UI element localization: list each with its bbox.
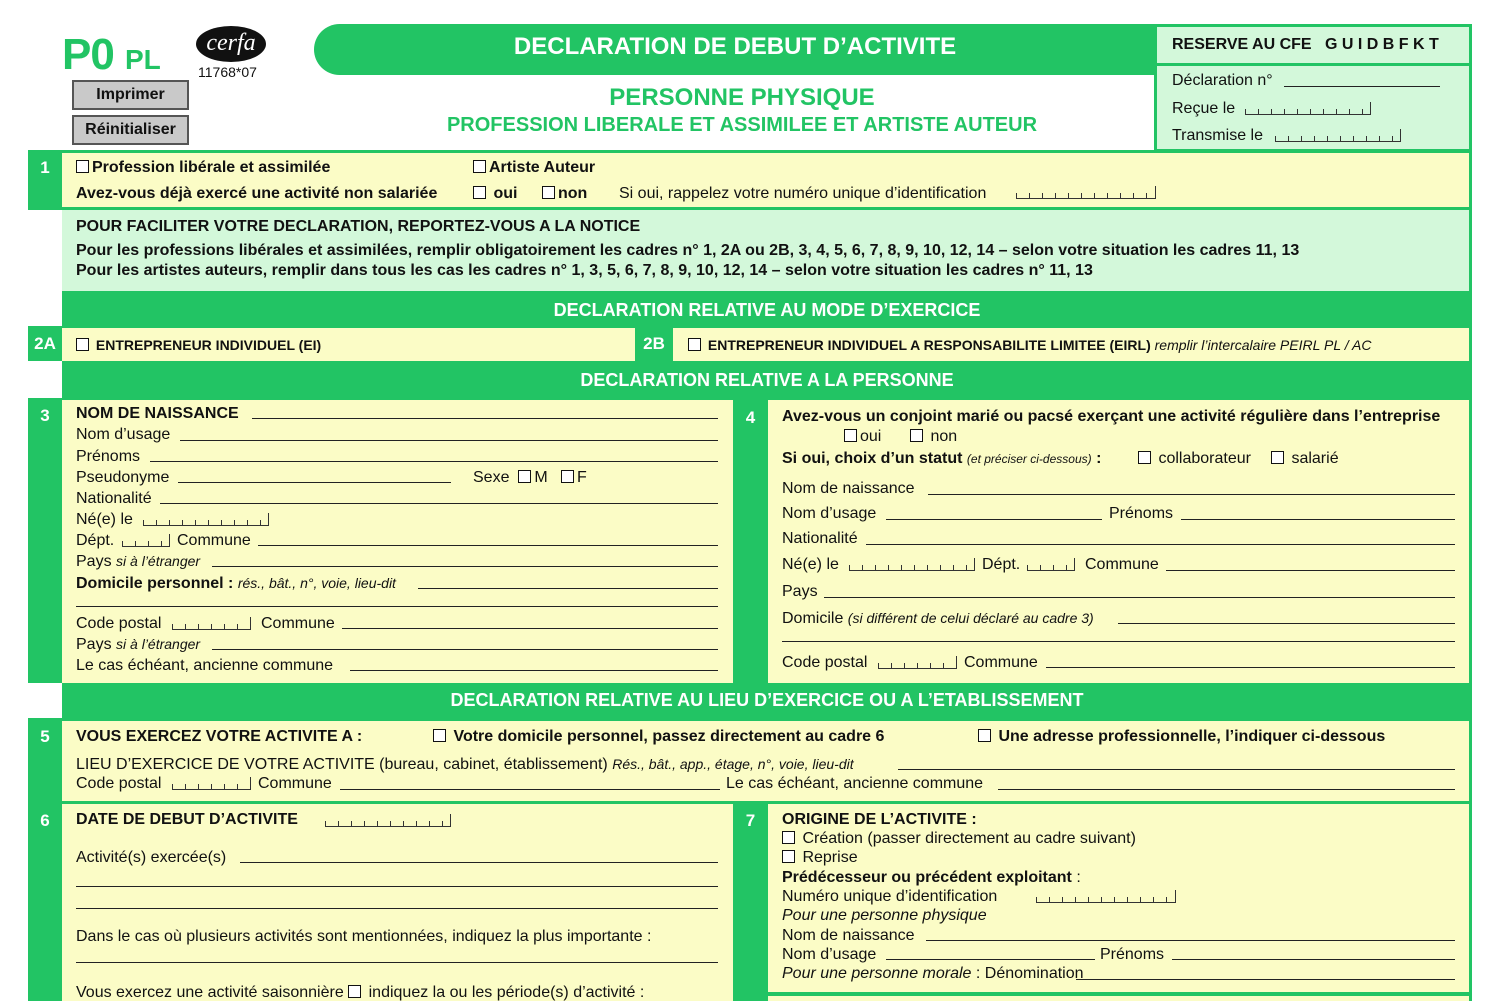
s5-ancienne-field[interactable]	[998, 789, 1455, 790]
s3-commune-field[interactable]	[258, 545, 718, 546]
s1-id-field[interactable]	[1016, 186, 1156, 199]
s5-cp-label: Code postal	[76, 775, 162, 792]
s5-lieu-field[interactable]	[898, 769, 1455, 770]
transmise-date-field[interactable]	[1275, 129, 1401, 142]
s4-cp-label: Code postal	[782, 654, 868, 671]
person-left-white	[28, 361, 62, 398]
s5-opt-adresse[interactable]: Une adresse professionnelle, l’indiquer ci-dessous	[978, 728, 1385, 746]
s7-pm-label: Pour une personne morale : Dénomination	[782, 965, 1084, 982]
notice-title: POUR FACILITER VOTRE DECLARATION, REPORTEZ-VOUS A LA NOTICE	[76, 218, 641, 235]
s3-pseudo-field[interactable]	[178, 482, 451, 483]
s3-commune2-field[interactable]	[342, 628, 718, 629]
section-7-next	[768, 996, 1469, 1001]
section-4-number: 4	[745, 408, 756, 427]
checkbox-icon[interactable]	[473, 160, 486, 173]
reserve-header-line	[1154, 63, 1472, 66]
decl-number-field[interactable]	[1284, 86, 1440, 87]
checkbox-icon[interactable]	[76, 338, 89, 351]
s3-prenoms-field[interactable]	[150, 461, 718, 462]
s1-hint: Si oui, rappelez votre numéro unique d’identification	[619, 185, 987, 202]
s4-ne-label: Né(e) le	[782, 556, 839, 573]
s4-prenoms-label: Prénoms	[1109, 505, 1174, 522]
s4-dept-field[interactable]	[1027, 558, 1075, 571]
s4-nom-field[interactable]	[928, 494, 1455, 495]
s3-ne-field[interactable]	[143, 513, 269, 526]
s7-prenoms-label: Prénoms	[1100, 946, 1165, 963]
checkbox-icon[interactable]	[688, 338, 701, 351]
s3-domicile-label: Domicile personnel : rés., bât., n°, voie, lieu-dit	[76, 575, 396, 592]
s5-opt-domicile[interactable]: Votre domicile personnel, passez directement au cadre 6	[433, 728, 884, 746]
section-7-number: 7	[745, 811, 756, 830]
s6-date-field[interactable]	[325, 814, 451, 827]
s3-nom-label: NOM DE NAISSANCE	[76, 405, 239, 422]
form-sub: PL	[125, 44, 161, 75]
s3-usage-field[interactable]	[180, 440, 718, 441]
s6-plus-field[interactable]	[76, 962, 718, 963]
band-lieu: DECLARATION RELATIVE AU LIEU D’EXERCICE OU A L’ETABLISSEMENT	[450, 690, 1084, 710]
form-code: P0	[62, 30, 114, 79]
s3-ancienne-field[interactable]	[350, 670, 718, 671]
s7-usage-label: Nom d’usage	[782, 946, 877, 963]
s3-domicile-field-2[interactable]	[76, 606, 718, 607]
s3-commune-label: Commune	[177, 532, 251, 549]
s7-pred-label: Prédécesseur ou précédent exploitant :	[782, 869, 1081, 886]
s5-commune-label: Commune	[258, 775, 332, 792]
s5-question: VOUS EXERCEZ VOTRE ACTIVITE A :	[76, 728, 363, 745]
s3-pseudo-label: Pseudonyme	[76, 469, 170, 486]
section-2b-number: 2B	[643, 334, 665, 353]
s4-commune-field[interactable]	[1166, 570, 1455, 571]
reserve-label: RESERVE AU CFE G U I D B F K T	[1172, 36, 1439, 53]
s7-usage-field[interactable]	[886, 959, 1095, 960]
s4-domicile-label: Domicile (si différent de celui déclaré au cadre 3)	[782, 610, 1094, 627]
s5-lieu-label: LIEU D’EXERCICE DE VOTRE ACTIVITE (bureau, cabinet, établissement) Rés., bât., app., étage, n°, voie, lieu-dit	[76, 756, 854, 773]
decl-number-label: Déclaration n°	[1172, 72, 1273, 89]
s4-nom-label: Nom de naissance	[782, 480, 915, 497]
s1-non[interactable]: non	[542, 185, 587, 203]
s4-statut: Si oui, choix d’un statut (et préciser ci-dessous) :	[782, 450, 1102, 467]
s4-commune2-field[interactable]	[1046, 667, 1455, 668]
lieu-left-white	[28, 683, 62, 718]
checkbox-icon[interactable]	[561, 470, 574, 483]
s3-usage-label: Nom d’usage	[76, 426, 171, 443]
checkbox-icon[interactable]	[433, 729, 446, 742]
s4-domicile-field-2[interactable]	[782, 641, 1455, 642]
s7-nui-label: Numéro unique d’identification	[782, 888, 998, 905]
s7-denom-field[interactable]	[1076, 979, 1455, 980]
s6-act-field-1[interactable]	[240, 862, 718, 863]
s7-creation[interactable]: Création (passer directement au cadre suivant)	[782, 830, 1136, 848]
page-title: DECLARATION DE DEBUT D’ACTIVITE	[513, 33, 957, 60]
s7-nui-field[interactable]	[1036, 890, 1176, 903]
s7-nom-field[interactable]	[926, 940, 1455, 941]
recue-label: Reçue le	[1172, 100, 1236, 117]
section-5-number: 5	[40, 727, 50, 746]
s3-nom-field[interactable]	[252, 418, 718, 419]
s4-commune-label: Commune	[1085, 556, 1159, 573]
mode-left-white	[28, 291, 62, 326]
s4-question: Avez-vous un conjoint marié ou pacsé exerçant une activité régulière dans l’entreprise	[782, 408, 1441, 425]
s4-usage-label: Nom d’usage	[782, 505, 877, 522]
s4-collab[interactable]: collaborateur	[1138, 450, 1251, 468]
s3-cp-field[interactable]	[172, 617, 251, 630]
s3-ne-label: Né(e) le	[76, 511, 133, 528]
transmise-label: Transmise le	[1172, 127, 1263, 144]
s3-pays-field[interactable]	[212, 566, 718, 567]
section-3-number: 3	[40, 406, 50, 425]
s4-ne-field[interactable]	[849, 558, 975, 571]
cerfa-number: 11768*07	[198, 64, 257, 80]
band-mode: DECLARATION RELATIVE AU MODE D’EXERCICE	[553, 300, 981, 320]
s7-reprise[interactable]: Reprise	[782, 849, 858, 867]
s4-salarie[interactable]: salarié	[1271, 450, 1339, 468]
checkbox-icon[interactable]	[782, 850, 795, 863]
checkbox-icon[interactable]	[542, 186, 555, 199]
s4-domicile-field-1[interactable]	[1118, 623, 1455, 624]
s4-oui[interactable]: oui	[844, 428, 881, 446]
s3-sexe: Sexe M F	[473, 469, 587, 486]
s5-ancienne-label: Le cas échéant, ancienne commune	[726, 775, 984, 792]
section-6-number: 6	[40, 811, 50, 830]
s4-dept-label: Dépt.	[982, 556, 1021, 573]
opt-eirl[interactable]: ENTREPRENEUR INDIVIDUEL A RESPONSABILITE LIMITEE (EIRL) remplir l’intercalaire PEIRL PL / AC	[688, 337, 1371, 353]
section-1-number: 1	[40, 158, 50, 177]
checkbox-icon[interactable]	[978, 729, 991, 742]
checkbox-icon[interactable]	[1138, 451, 1151, 464]
checkbox-icon[interactable]	[76, 160, 89, 173]
s4-nat-label: Nationalité	[782, 530, 858, 547]
s7-nom-label: Nom de naissance	[782, 927, 915, 944]
s1-question: Avez-vous déjà exercé une activité non salariée	[76, 185, 438, 202]
s3-dept-label: Dépt.	[76, 532, 115, 549]
opt-artiste-auteur[interactable]: Artiste Auteur	[473, 159, 595, 177]
s6-act-field-3[interactable]	[76, 908, 718, 909]
s3-commune2-label: Commune	[261, 615, 335, 632]
s7-prenoms-field[interactable]	[1172, 959, 1455, 960]
s4-usage-field[interactable]	[886, 519, 1102, 520]
subtitle-2: PROFESSION LIBERALE ET ASSIMILEE ET ARTISTE AUTEUR	[446, 114, 1038, 136]
cerfa-logo: cerfa	[196, 26, 266, 62]
checkbox-icon[interactable]	[782, 831, 795, 844]
subtitle-1: PERSONNE PHYSIQUE	[609, 84, 875, 111]
s5-commune-field[interactable]	[340, 789, 720, 790]
section-2a-number: 2A	[34, 334, 56, 353]
checkbox-icon[interactable]	[518, 470, 531, 483]
s6-saison[interactable]: Vous exercez une activité saisonnière indiquez la ou les période(s) d’activité :	[76, 984, 645, 1001]
s3-prenoms-label: Prénoms	[76, 448, 141, 465]
recue-date-field[interactable]	[1245, 102, 1371, 115]
s1-oui[interactable]: oui	[473, 185, 517, 203]
notice-line-2: Pour les artistes auteurs, remplir dans tous les cas les cadres n° 1, 3, 5, 6, 7, 8, 9, 10, 12, 14 – selon votre situation les cadres n° 11, 13	[76, 262, 1093, 279]
s3-pays2-label: Pays si à l’étranger	[76, 636, 201, 653]
checkbox-icon[interactable]	[348, 985, 361, 998]
s6-plus-label: Dans le cas où plusieurs activités sont mentionnées, indiquez la plus importante :	[76, 928, 652, 945]
s4-prenoms-field[interactable]	[1181, 519, 1455, 520]
s7-pp-label: Pour une personne physique	[782, 907, 987, 924]
s3-cp-label: Code postal	[76, 615, 162, 632]
s6-date-label: DATE DE DEBUT D’ACTIVITE	[76, 811, 298, 828]
reset-button[interactable]: Réinitialiser	[72, 115, 189, 145]
notice-left-white	[28, 210, 62, 291]
checkbox-icon[interactable]	[473, 186, 486, 199]
s6-act-field-2[interactable]	[76, 886, 718, 887]
s6-act-label: Activité(s) exercée(s)	[76, 849, 227, 866]
checkbox-icon[interactable]	[1271, 451, 1284, 464]
s3-domicile-field-1[interactable]	[418, 588, 718, 589]
s4-cp-field[interactable]	[878, 656, 957, 669]
s4-pays-field[interactable]	[824, 597, 1455, 598]
s3-nat-field[interactable]	[160, 503, 718, 504]
s3-ancienne-label: Le cas échéant, ancienne commune	[76, 657, 334, 674]
s4-nat-field[interactable]	[866, 544, 1455, 545]
s4-commune2-label: Commune	[964, 654, 1038, 671]
opt-ei[interactable]: ENTREPRENEUR INDIVIDUEL (EI)	[76, 337, 321, 353]
notice-line-1: Pour les professions libérales et assimilées, remplir obligatoirement les cadres n° 1, 2A ou 2B, 3, 4, 5, 6, 7, 8, 9, 10, 12, 14 – selon votre situation les cadres 11, 13	[76, 242, 1300, 259]
opt-profession-liberale[interactable]: Profession libérale et assimilée	[76, 159, 330, 177]
s4-non[interactable]: non	[910, 428, 957, 446]
checkbox-icon[interactable]	[844, 429, 857, 442]
s3-pays-label: Pays si à l’étranger	[76, 553, 201, 570]
s3-dept-field[interactable]	[122, 534, 170, 547]
section-6-body	[62, 804, 733, 1001]
s4-pays-label: Pays	[782, 583, 818, 600]
print-button[interactable]: Imprimer	[72, 80, 189, 110]
checkbox-icon[interactable]	[910, 429, 923, 442]
s3-nat-label: Nationalité	[76, 490, 152, 507]
s7-title: ORIGINE DE L’ACTIVITE :	[782, 811, 977, 828]
s3-pays2-field[interactable]	[212, 649, 718, 650]
s5-cp-field[interactable]	[172, 777, 251, 790]
band-person: DECLARATION RELATIVE A LA PERSONNE	[580, 370, 954, 390]
